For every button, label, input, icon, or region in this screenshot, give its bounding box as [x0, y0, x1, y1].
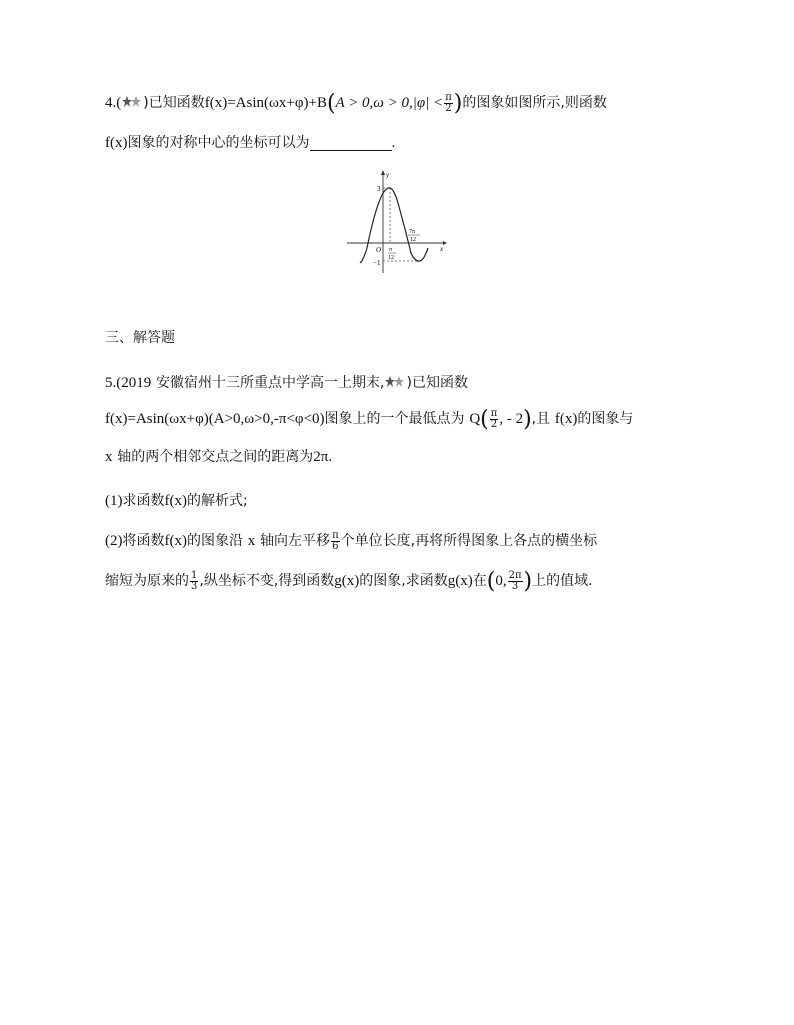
part-2-text-e: 缩短为原来的	[105, 573, 189, 589]
q5-intro: )已知函数	[406, 375, 468, 391]
tick-pi-over-12-den: 12	[388, 255, 394, 261]
difficulty-star-icon	[384, 375, 406, 389]
frac-num: 2π	[508, 569, 522, 581]
frac-den: 2	[490, 418, 498, 430]
frac-num: π	[490, 407, 498, 419]
left-paren: (	[486, 569, 496, 594]
sine-curve	[360, 188, 428, 263]
right-paren: )	[453, 91, 463, 116]
q4-condition: A > 0,ω > 0,|φ| <	[335, 95, 444, 111]
frac-num: 1	[191, 569, 198, 581]
q4-text: 的图象如图所示,则函数	[462, 95, 607, 111]
section-title: 三、解答题	[105, 330, 175, 346]
y-axis-label: y	[386, 171, 390, 179]
interval-start: 0,	[495, 573, 507, 589]
frac-den: 3	[511, 580, 519, 592]
scale-fraction	[190, 571, 198, 592]
y-axis-arrow	[381, 170, 385, 175]
part-1-text-a: 求函数	[122, 493, 165, 509]
q5-line-2	[105, 408, 633, 430]
q5-point-fraction	[490, 409, 499, 430]
q5-part-1	[105, 490, 248, 511]
q5-fx: f(x)	[554, 411, 578, 427]
y-min-label: −1	[373, 259, 381, 267]
part-2-number: (2)	[105, 533, 123, 549]
part-1-fx: f(x)	[164, 493, 187, 509]
q5-distance-value: 2π.	[313, 449, 333, 465]
q5-part-2-line-2	[105, 570, 593, 592]
q4-fraction	[444, 93, 453, 114]
q5-part-2-line-1	[105, 530, 597, 552]
part-2-text-a: 将函数	[122, 533, 165, 549]
q4-fx: f(x)	[105, 135, 128, 151]
q4-function: f(x)=Asin(ωx+φ)+B	[204, 95, 327, 111]
frac-den: 6	[332, 540, 339, 552]
left-paren: (	[480, 407, 489, 432]
shift-fraction	[331, 531, 340, 552]
y-max-label: 3	[377, 185, 381, 193]
q5-min-point-text: 图象上的一个最低点为	[324, 411, 465, 427]
origin-label: O	[376, 246, 382, 254]
q5-and: ,且	[531, 411, 551, 427]
q4-line-2	[105, 132, 395, 153]
point-q-label: Q	[469, 411, 481, 427]
q5-line-1	[105, 372, 468, 393]
q5-distance-text: 轴的两个相邻交点之间的距离为	[117, 449, 314, 465]
q4-period: .	[391, 135, 396, 151]
part-2-text-h: 在	[472, 573, 487, 589]
q5-source: 安徽宿州十三所重点中学高一上期末,	[156, 375, 385, 391]
x-axis-label: x	[440, 245, 444, 253]
q5-number: 5.(2019	[105, 375, 152, 391]
tick-pi-over-12-num: π	[389, 247, 393, 253]
frac-den: 3	[191, 580, 198, 592]
q4-intro: )已知函数	[143, 95, 205, 111]
x-axis-arrow	[443, 241, 447, 245]
frac-num: π	[332, 529, 339, 541]
q4-number: 4.(	[105, 95, 122, 111]
part-2-text-i: 上的值域.	[532, 573, 593, 589]
q4-line-1	[105, 92, 607, 114]
q4-question: 图象的对称中心的坐标可以为	[127, 135, 310, 151]
sine-graph-figure	[345, 168, 449, 278]
point-q-y: , - 2	[499, 411, 524, 427]
part-2-gx: g(x)	[334, 573, 360, 589]
x-var: x	[105, 449, 113, 465]
q5-graph-with: 的图象与	[577, 411, 634, 427]
part-1-number: (1)	[105, 493, 123, 509]
difficulty-star-icon	[121, 95, 143, 109]
part-1-text-b: 的解析式;	[187, 493, 248, 509]
part-2-text-b: 的图象沿	[187, 533, 243, 549]
q5-line-3	[105, 446, 332, 467]
part-2-text-g: 的图象,求函数	[359, 573, 448, 589]
right-paren: )	[523, 407, 532, 432]
answer-blank[interactable]	[310, 134, 392, 151]
left-paren: (	[326, 91, 336, 116]
q4-frac-den: 2	[445, 102, 452, 114]
part-2-fx: f(x)	[164, 533, 187, 549]
part-2-text-d: 个单位长度,再将所得图象上各点的横坐标	[340, 533, 598, 549]
part-2-text-f: ,纵坐标不变,得到函数	[199, 573, 335, 589]
interval-end-fraction	[508, 571, 523, 592]
tick-7pi-over-12-den: 12	[410, 237, 416, 243]
q5-function: f(x)=Asin(ωx+φ)(A>0,ω>0,-π<φ<0)	[105, 411, 325, 427]
part-2-gx-2: g(x)	[447, 573, 473, 589]
q4-frac-num: π	[445, 91, 452, 103]
part-2-text-c: 轴向左平移	[260, 533, 331, 549]
part-2-x: x	[247, 533, 256, 549]
right-paren: )	[523, 569, 533, 594]
tick-7pi-over-12-num: 7π	[409, 229, 416, 235]
